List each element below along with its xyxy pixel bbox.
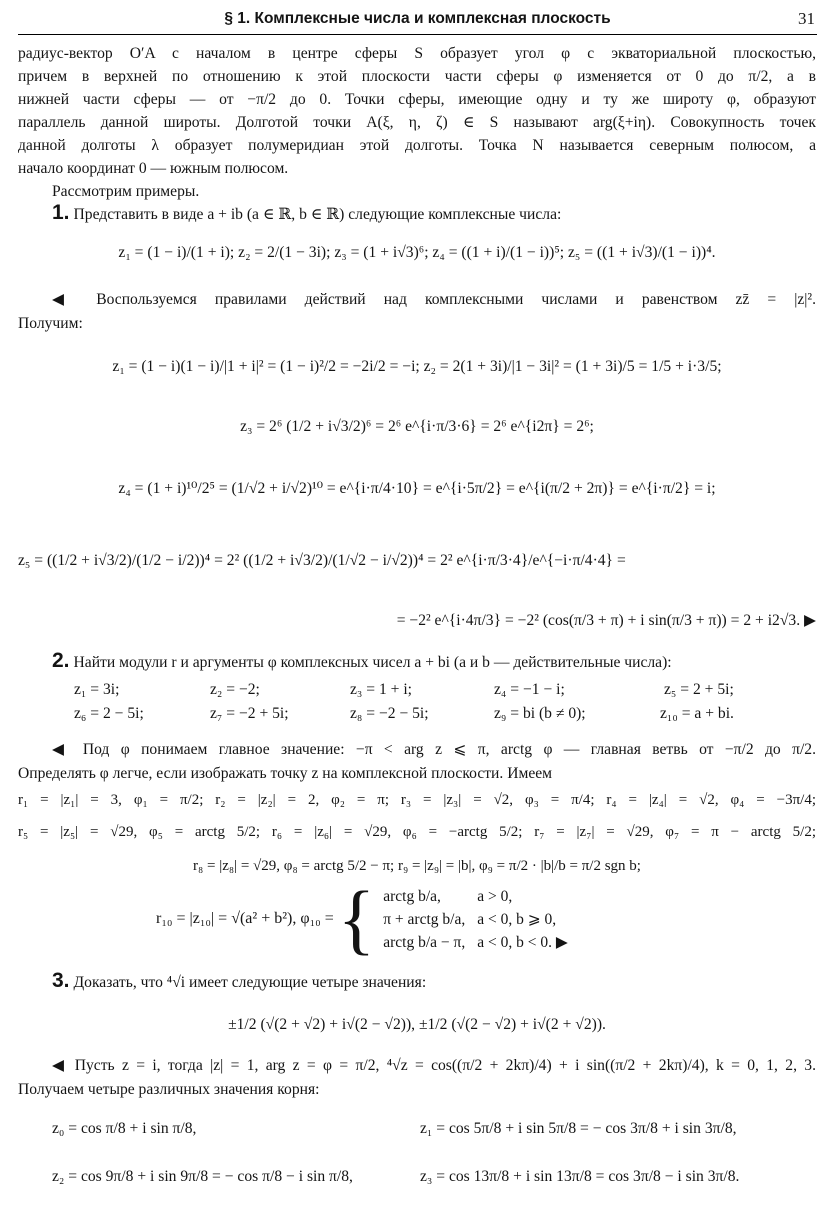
z6-given: z₆ = 2 − 5i;	[74, 705, 144, 722]
case-expression: arctg b/a,	[383, 887, 441, 905]
problem-1-solution-intro-1: ◀ Воспользуемся правилами действий над комплексными числами и равенством zz̄ = |z|².	[52, 291, 816, 308]
root-z3: z₃ = cos 13π/8 + i sin 13π/8 = cos 3π/8 − i sin 3π/8.	[420, 1168, 740, 1185]
case-row	[381, 886, 576, 907]
problem-1-number: 1.	[52, 201, 70, 224]
intro-line-6: начало координат 0 — южным полюсом.	[18, 160, 289, 177]
equation-z3: z₃ = 2⁶ (1/2 + i√3/2)⁶ = 2⁶ e^{i·π/3·6} = 2⁶ e^{i2π} = 2⁶;	[240, 418, 594, 435]
z5-given: z₅ = 2 + 5i;	[664, 681, 734, 698]
z7-given: z₇ = −2 + 5i;	[210, 705, 289, 722]
problem-3-number: 3.	[52, 969, 70, 992]
problem-2-number: 2.	[52, 649, 70, 672]
problem-1-text: Представить в виде a + ib (a ∈ ℝ, b ∈ ℝ) следующие комплексные числа:	[73, 206, 562, 223]
problem-2-text: Найти модули r и аргументы φ комплексных чисел a + bi (a и b — действительные числа):	[73, 654, 672, 671]
problem-3-solution-1: ◀ Пусть z = i, тогда |z| = 1, arg z = φ = π/2, ⁴√z = cos((π/2 + 2kπ)/4) + i sin((π/2 + 2kπ)/4), k = 0, 1, 2, 3.	[52, 1057, 816, 1074]
cases-table	[379, 884, 578, 955]
problem-2-result-2: r₅ = |z₅| = √29, φ₅ = arctg 5/2; r₆ = |z₆| = √29, φ₆ = −arctg 5/2; r₇ = |z₇| = √29, φ₇ = π − arctg 5/2;	[18, 824, 816, 840]
problem-2-statement	[52, 648, 816, 676]
r10-lhs: r₁₀ = |z₁₀| = √(a² + b²), φ₁₀ =	[156, 910, 334, 927]
problem-1-statement	[52, 200, 816, 228]
cases-block	[337, 875, 578, 962]
z3-given: z₃ = 1 + i;	[350, 681, 413, 698]
header-title: § 1. Комплексные числа и комплексная плоскость	[224, 10, 611, 27]
problem-2-result-3: r₈ = |z₈| = √29, φ₈ = arctg 5/2 − π; r₉ = |z₉| = |b|, φ₉ = π/2 · |b|/b = π/2 sgn b;	[193, 858, 641, 874]
problem-3-values: ±1/2 (√(2 + √2) + i√(2 − √2)), ±1/2 (√(2 − √2) + i√(2 + √2)).	[228, 1016, 606, 1033]
root-z2: z₂ = cos 9π/8 + i sin 9π/8 = − cos π/8 − i sin π/8,	[52, 1168, 353, 1185]
case-row	[381, 909, 576, 930]
problem-2-solution-2: Определять φ легче, если изображать точку z на комплексной плоскости. Имеем	[18, 765, 553, 782]
problem-3-statement	[52, 968, 816, 996]
z4-given: z₄ = −1 − i;	[494, 681, 565, 698]
problem-1-solution-intro-2: Получим:	[18, 315, 83, 332]
z2-given: z₂ = −2;	[210, 681, 260, 698]
intro-line-3: нижней части сферы — от −π/2 до 0. Точки сферы, имеющие одну и ту же широту φ, образуют	[18, 91, 816, 108]
z9-given: z₉ = bi (b ≠ 0);	[494, 705, 586, 722]
intro-line-2: причем в верхней по отношению к этой плоскости части сферы φ изменяется от 0 до π/2, а в	[18, 68, 816, 85]
problem-2-result-1: r₁ = |z₁| = 3, φ₁ = π/2; r₂ = |z₂| = 2, φ₂ = π; r₃ = |z₃| = √2, φ₃ = π/4; r₄ = |z₄| = √2, φ₄ = −3π/4;	[18, 792, 816, 808]
equation-z1-z2: z₁ = (1 − i)(1 − i)/|1 + i|² = (1 − i)²/2 = −2i/2 = −i; z₂ = 2(1 + 3i)/|1 − 3i|² = (1 + 3i)/5 = 1/5 + i·3/5;	[112, 358, 722, 375]
left-brace-icon: {	[337, 875, 376, 962]
problem-3-text: Доказать, что ⁴√i имеет следующие четыре значения:	[73, 974, 427, 991]
case-expression: arctg b/a − π,	[383, 933, 466, 951]
problem-2-solution-1: ◀ Под φ понимаем главное значение: −π < arg z ⩽ π, arctg φ — главная ветвь от −π/2 до π/2.	[52, 741, 816, 758]
equation-z4: z₄ = (1 + i)¹⁰/2⁵ = (1/√2 + i/√2)¹⁰ = e^{i·π/4·10} = e^{i·5π/2} = e^{i(π/2 + 2π)} = e^{i·π/2} = i;	[118, 480, 716, 497]
intro-line-5: данной долготы λ образует полумеридиан этой долготы. Точка N называется северным полюсом, а	[18, 137, 816, 154]
examples-lead: Рассмотрим примеры.	[52, 183, 200, 200]
case-condition: a > 0,	[477, 887, 513, 905]
intro-line-1: радиус-вектор O′A с началом в центре сферы S образует угол φ с экваториальной плоскостью,	[18, 45, 816, 62]
root-z1: z₁ = cos 5π/8 + i sin 5π/8 = − cos 3π/8 + i sin 3π/8,	[420, 1120, 737, 1137]
root-z0: z₀ = cos π/8 + i sin π/8,	[52, 1120, 197, 1137]
intro-line-4: параллель данной широты. Долготой точки A(ξ, η, ζ) ∈ S называют arg(ξ+iη). Совокупность точек	[18, 114, 816, 131]
problem-3-solution-2: Получаем четыре различных значения корня:	[18, 1081, 320, 1098]
problem-2-result-4	[156, 875, 578, 962]
z1-given: z₁ = 3i;	[74, 681, 120, 698]
z10-given: z₁₀ = a + bi.	[660, 705, 734, 722]
running-header	[18, 8, 817, 35]
case-condition: a < 0, b ⩾ 0,	[477, 910, 557, 928]
page-number: 31	[798, 9, 815, 28]
equation-z5-b: = −2² e^{i·4π/3} = −2² (cos(π/3 + π) + i sin(π/3 + π)) = 2 + i2√3. ▶	[396, 612, 816, 629]
problem-1-given: z₁ = (1 − i)/(1 + i); z₂ = 2/(1 − 3i); z₃ = (1 + i√3)⁶; z₄ = ((1 + i)/(1 − i))⁵; z₅ = ((1 + i√3)/(1 − i))⁴.	[118, 244, 716, 261]
z8-given: z₈ = −2 − 5i;	[350, 705, 429, 722]
case-expression: π + arctg b/a,	[383, 910, 466, 928]
case-condition: a < 0, b < 0. ▶	[477, 933, 568, 951]
equation-z5-a: z₅ = ((1/2 + i√3/2)/(1/2 − i/2))⁴ = 2² ((1/2 + i√3/2)/(1/√2 − i/√2))⁴ = 2² e^{i·π/3·4}/e^{−i·π/4·4} =	[18, 552, 626, 569]
case-row	[381, 932, 576, 953]
